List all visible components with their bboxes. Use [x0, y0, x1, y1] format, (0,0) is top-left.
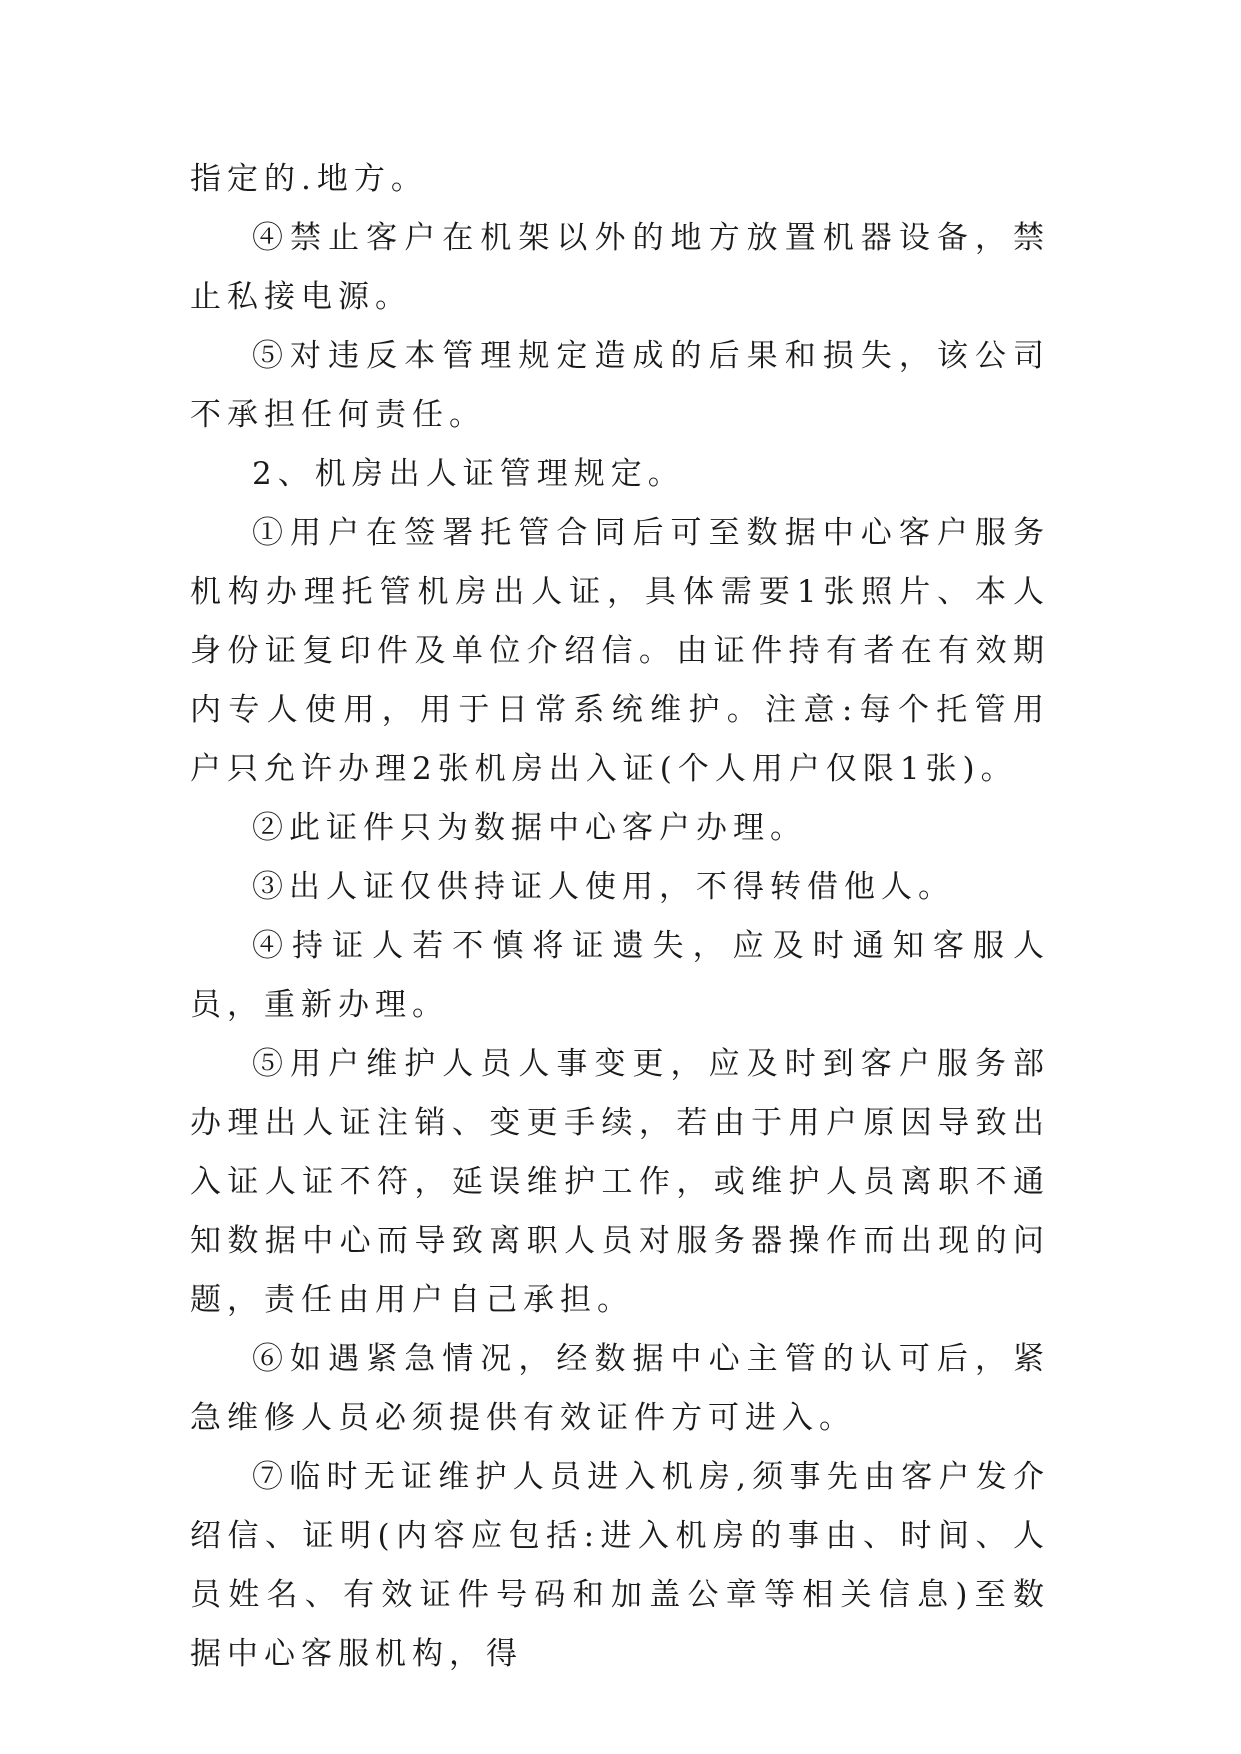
paragraph-item-4-lost-card: ④持证人若不慎将证遗失，应及时通知客服人员，重新办理。: [190, 928, 1050, 1023]
section-heading-access-card: 2、机房出人证管理规定。: [252, 456, 685, 492]
paragraph-item-1-application: ①用户在签署托管合同后可至数据中心客户服务机构办理托管机房出人证，具体需要1张照片、本人身份证复印件及单位介绍信。由证件持有者在有效期内专人使用，用于日常系统维护。注意:每个托管用户只允许办理2张机房出入证(个人用户仅限1张)。: [190, 515, 1050, 787]
paragraph-item-4-equipment: ④禁止客户在机架以外的地方放置机器设备，禁止私接电源。: [190, 220, 1050, 315]
document-body: [190, 150, 1050, 1684]
paragraph-item-5-liability: ⑤对违反本管理规定造成的后果和损失，该公司不承担任何责任。: [190, 338, 1050, 433]
paragraph-item-5-personnel-change: ⑤用户维护人员人事变更，应及时到客户服务部办理出人证注销、变更手续，若由于用户原因导致出入证人证不符，延误维护工作，或维护人员离职不通知数据中心而导致离职人员对服务器操作而出现的问题，责任由用户自己承担。: [190, 1046, 1050, 1318]
paragraph-item-6-emergency: ⑥如遇紧急情况，经数据中心主管的认可后，紧急维修人员必须提供有效证件方可进入。: [190, 1341, 1050, 1436]
paragraph-item-7-temporary-access: ⑦临时无证维护人员进入机房,须事先由客户发介绍信、证明(内容应包括:进入机房的事由、时间、人员姓名、有效证件号码和加盖公章等相关信息)至数据中心客服机构，得: [190, 1459, 1050, 1672]
paragraph-continuation: 指定的.地方。: [190, 161, 428, 197]
paragraph-item-3-non-transferable: ③出人证仅供持证人使用，不得转借他人。: [252, 869, 955, 905]
paragraph-item-2-eligibility: ②此证件只为数据中心客户办理。: [252, 810, 807, 846]
